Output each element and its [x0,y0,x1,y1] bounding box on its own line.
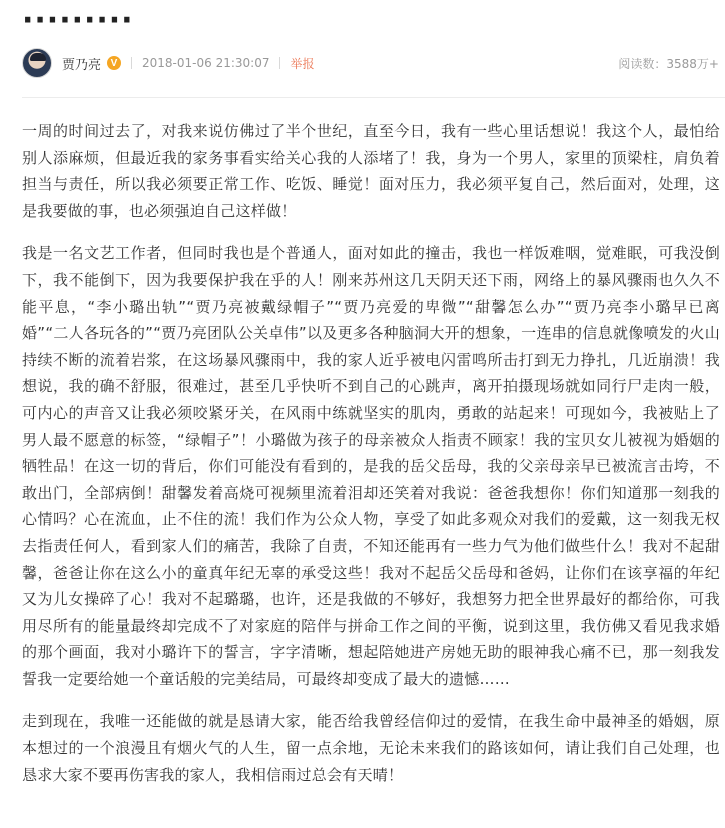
article-meta [22,46,725,80]
article-paragraph: 我是一名文艺工作者，但同时我也是个普通人，面对如此的撞击，我也一样饭难咽，觉难眠，可我没倒下，我不能倒下，因为我要保护我在乎的人！刚来苏州这几天阴天还下雨，网络上的暴风骤雨也久久不能平息，“李小璐出轨”“贾乃亮被戴绿帽子”“贾乃亮爱的卑微”“甜馨怎么办”“贾乃亮李小璐早已离婚”“二人各玩各的”“贾乃亮团队公关卓伟”以及更多各种脑洞大开的想象，一连串的信息就像喷发的火山持续不断的流着岩浆，在这场暴风骤雨中，我的家人近乎被电闪雷鸣所击打到无力挣扎，几近崩溃！我想说，我的确不舒服，很难过，甚至几乎快听不到自己的心跳声，离开拍摄现场就如同行尸走肉一般，可内心的声音又让我必须咬紧牙关，在风雨中练就坚实的肌肉，勇敢的站起来！可现如今，我被贴上了男人最不愿意的标签，“绿帽子”！小璐做为孩子的母亲被众人指责不顾家！我的宝贝女儿被视为婚姻的牺牲品！在这一切的背后，你们可能没有看到的，是我的岳父岳母，我的父亲母亲早已被流言击垮，不敢出门，全部病倒！甜馨发着高烧可视频里流着泪却还笑着对我说：爸爸我想你！你们知道那一刻我的心情吗？心在流血，止不住的流！我们作为公众人物，享受了如此多观众对我们的爱戴，这一刻我无权去指责任何人，看到家人们的痛苦，我除了自责，不知还能再有一些力气为他们做些什么！我对不起甜馨，爸爸让你在这么小的童真年纪无辜的承受这些！我对不起岳父岳母和爸妈，让你们在该享福的年纪又为儿女操碎了心！我对不起璐璐，也许，还是我做的不够好，我想努力把全世界最好的都给你，可我用尽所有的能量最终却完成不了对家庭的陪伴与拼命工作之间的平衡，说到这里，我仿佛又看见我求婚的那个画面，我对小璐许下的誓言，字字清晰，想起陪她进产房她无助的眼神我心痛不已，那一刻我发誓我一定要给她一个童话般的完美结局，可最终却变成了最大的遗憾…… [22,244,720,688]
article-paragraph: 一周的时间过去了，对我来说仿佛过了半个世纪，直至今日，我有一些心里话想说！我这个人，最怕给别人添麻烦，但最近我的家务事看实给关心我的人添堵了！我，身为一个男人，家里的顶梁柱，肩负着担当与责任，所以我必须要正常工作、吃饭、睡觉！面对压力，我必须平复自己，然后面对，处理，这是我要做的事，也必须强迫自己这样做！ [22,122,720,220]
article-body [22,118,720,804]
verified-badge-icon: V [107,56,121,70]
report-link[interactable]: 举报 [290,56,315,71]
header-divider [22,97,725,98]
meta-divider [279,57,280,69]
avatar[interactable] [22,48,52,78]
article-title: ········· [22,3,134,38]
post-datetime: 2018-01-06 21:30:07 [142,56,270,70]
read-count: 阅读数：3588万+ [618,56,719,71]
author-name[interactable]: 贾乃亮 [62,57,102,73]
article-paragraph: 走到现在，我唯一还能做的就是恳请大家，能否给我曾经信仰过的爱情，在我生命中最神圣的婚姻，原本想过的一个浪漫且有烟火气的人生，留一点余地，无论未来我们的路该如何，请让我们自己处理，也恳求大家不要再伤害我的家人，我相信雨过总会有天晴！ [22,712,720,784]
meta-divider [131,57,132,69]
